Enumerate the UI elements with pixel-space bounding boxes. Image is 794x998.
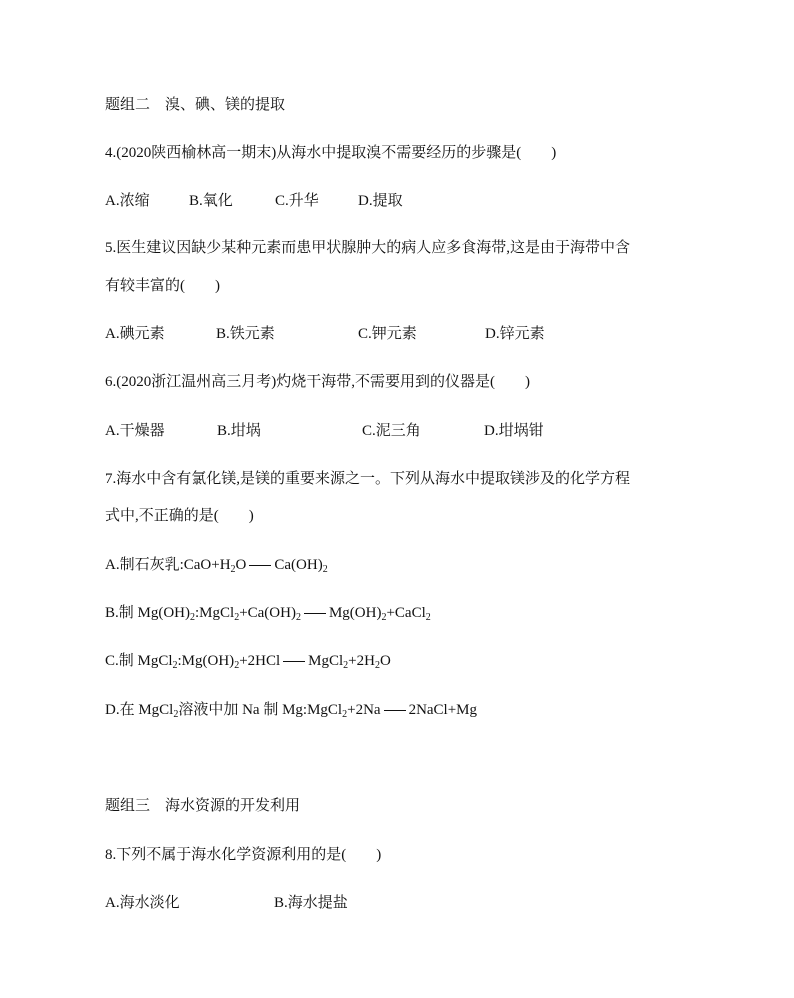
- option-d: D.提取: [358, 193, 403, 209]
- section-heading-2: 题组二 溴、碘、镁的提取: [105, 95, 286, 113]
- option-a: A.海水淡化: [105, 895, 180, 911]
- equation-sign: [283, 661, 305, 662]
- option-c: C.泥三角: [362, 423, 421, 439]
- question-4-stem: 4.(2020陕西榆林高一期末)从海水中提取溴不需要经历的步骤是( ): [105, 145, 557, 161]
- option-a: A.干燥器: [105, 423, 165, 439]
- option-d: D.坩埚钳: [484, 423, 544, 439]
- equation-sign: [304, 613, 326, 614]
- equation-sign: [249, 565, 271, 566]
- section-heading-3: 题组三 海水资源的开发利用: [105, 796, 301, 814]
- question-7-option-a: A.制石灰乳$:CaO+H_2O$ $Ca(OH)_2$: [105, 557, 328, 575]
- question-7-option-c: C.制 $MgCl_2:Mg(OH)_2+2HCl$ $MgCl_2+2H_2O$: [105, 653, 391, 671]
- question-8-options: [105, 893, 705, 913]
- question-7-stem-line1: 7.海水中含有氯化镁,是镁的重要来源之一。下列从海水中提取镁涉及的化学方程: [105, 471, 631, 487]
- option-c: C.升华: [275, 193, 319, 209]
- question-7-option-b: B.制 $Mg(OH)_2:MgCl_2+Ca(OH)_2$ $Mg(OH)_2+CaCl_2$: [105, 605, 431, 623]
- option-b: B.坩埚: [217, 423, 261, 439]
- equation-sign: [384, 710, 406, 711]
- question-5-options: [105, 324, 705, 344]
- option-b: B.铁元素: [216, 326, 275, 342]
- question-7-option-d: D.在 MgCl$_2$溶液中加 Na 制 Mg:MgCl$_2$+2Na 2NaCl+Mg: [105, 702, 478, 720]
- question-5-stem-line1: 5.医生建议因缺少某种元素而患甲状腺肿大的病人应多食海带,这是由于海带中含: [105, 240, 631, 256]
- question-6-stem: 6.(2020浙江温州高三月考)灼烧干海带,不需要用到的仪器是( ): [105, 374, 530, 390]
- question-7-stem-line2: 式中,不正确的是( ): [105, 508, 254, 524]
- option-a: A.碘元素: [105, 326, 165, 342]
- option-d: D.锌元素: [485, 326, 545, 342]
- question-4-options: [105, 191, 705, 211]
- option-a: A.浓缩: [105, 193, 150, 209]
- option-c: C.钾元素: [358, 326, 417, 342]
- question-8-stem: 8.下列不属于海水化学资源利用的是( ): [105, 847, 382, 863]
- option-b: B.氧化: [189, 193, 233, 209]
- option-b: B.海水提盐: [274, 895, 348, 911]
- question-5-stem-line2: 有较丰富的( ): [105, 278, 220, 294]
- question-6-options: [105, 421, 705, 441]
